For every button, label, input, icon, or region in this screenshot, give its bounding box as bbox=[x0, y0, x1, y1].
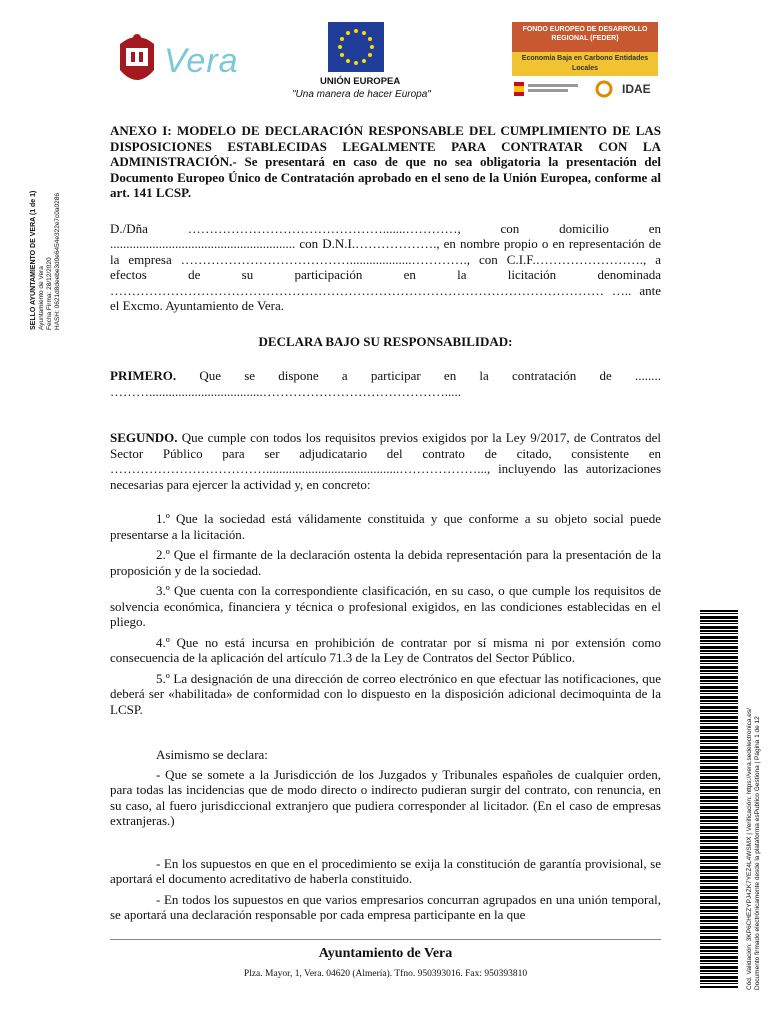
stamp-title: SELLO AYUNTAMIENTO DE VERA (1 de 1) bbox=[30, 190, 37, 330]
eu-flag-icon bbox=[328, 22, 384, 72]
primero-text: Que se dispone a participar en la contratación de ........ ………...................................……………………………………..... bbox=[110, 368, 661, 399]
asimismo-line: Asimismo se declara: bbox=[156, 747, 268, 762]
verification-line: Documento firmado electrónicamente desde la plataforma esPublico Gestiona | Página 1 de 12 bbox=[754, 716, 761, 990]
barcode-icon bbox=[700, 610, 738, 988]
segundo-text: Que cumple con todos los requisitos previos exigidos por la Ley 9/2017, de Contratos del Sector Público para ser adjudicatario del contrato de citado, consistente en ……………………………….........................................………………..., incluyendo las autorizaciones necesarias para ejercer la actividad y, en concreto: bbox=[110, 430, 661, 492]
list-item: 1.º Que la sociedad está válidamente constituida y que conforme a su objeto social puede presentarse a la licitación. bbox=[110, 511, 661, 542]
eu-slogan: "Una manera de hacer Europa" bbox=[292, 89, 431, 100]
list-item: 4.º Que no está incursa en prohibición de contratar por sí misma ni por extensión como consecuencia de la aplicación del artículo 71.3 de la Ley de Contratos del Sector Público. bbox=[110, 634, 661, 665]
verification-line: Cód. Validación: 3KP6CHEZYPJ4ZK7YEZ4L4WSMX | Verificación: https://vera.sedelectronica.es/ bbox=[746, 708, 753, 990]
idae-logo-text: IDAE bbox=[622, 82, 651, 96]
feder-program-label: Economía Baja en Carbono Entidades Locales bbox=[512, 52, 658, 76]
footer-divider bbox=[110, 939, 661, 940]
document-body bbox=[110, 123, 661, 923]
segundo-paragraph bbox=[110, 430, 661, 492]
footer-title: Ayuntamiento de Vera bbox=[318, 946, 453, 961]
stamp-line: Fecha Firma: 28/12/2020 bbox=[46, 257, 53, 330]
segundo-label: SEGUNDO. bbox=[110, 430, 178, 445]
stamp-line: Ayuntamiento de Vera bbox=[38, 266, 45, 330]
signature-stamp bbox=[30, 180, 62, 330]
vera-logo-text: Vera bbox=[164, 42, 239, 80]
verification-info bbox=[746, 610, 762, 990]
clause-paragraph: - Que se somete a la Jurisdicción de los Juzgados y Tribunales españoles de cualquier orden, para todas las incidencias que de modo directo o indirecto pudieran surgir del contrato, con renuncia, en su caso, al fuero jurisdiccional extranjero que pudiera corresponder al licitador. (En el caso de empresas extranjeras.) bbox=[110, 766, 661, 828]
list-item: 5.º La designación de una dirección de correo electrónico en que efectuar las notificaciones, que deberá ser «habilitada» de conformidad con lo dispuesto en la disposición adicional decimoquinta de la LCSP. bbox=[110, 670, 661, 717]
list-item: 3.º Que cuenta con la correspondiente clasificación, en su caso, o que cumple los requisitos de solvencia económica, financiera y técnica o profesional exigidos, en las condiciones establecidas en el pliego. bbox=[110, 583, 661, 629]
vera-coat-of-arms-icon bbox=[114, 30, 160, 90]
clause-paragraph: - En todos los supuestos en que varios empresarios concurran agrupados en una unión temporal, se aportará una declaración responsable por cada empresa participante en la que bbox=[110, 891, 661, 922]
list-item: 2.º Que el firmante de la declaración ostenta la debida representación para la presentación de la proposición y de la sociedad. bbox=[110, 547, 661, 578]
declaration-heading: DECLARA BAJO SU RESPONSABILIDAD: bbox=[258, 333, 513, 349]
document-title: ANEXO I: MODELO DE DECLARACIÓN RESPONSABLE DEL CUMPLIMIENTO DE LAS DISPOSICIONES ESTABLECIDAS LEGALMENTE PARA CONTRATAR CON LA ADMINISTRACIÓN.- Se presentará en caso de que no sea obligatoria la presentación del Documento Europeo Único de Contratación aprobado en el seno de la Unión Europea, conforme al art. 141 LCSP. bbox=[110, 123, 661, 200]
primero-paragraph bbox=[110, 368, 661, 399]
eu-label: UNIÓN EUROPEA bbox=[320, 76, 401, 87]
intro-paragraph: D./Dña ……………………………………….......…………, con domicilio en ......................................................... con D.N.I.………………., en nombre propio o en representación de la empresa …………………………………...................…………., con C.I.F.……………………., a efectos de su participación en la licitación denominada …………………………………………………………………………………………………… ….. ante el Excmo. Ayuntamiento de Vera. bbox=[110, 220, 661, 313]
primero-label: PRIMERO. bbox=[110, 368, 177, 383]
footer-address: Plza. Mayor, 1, Vera. 04620 (Almería). Tfno. 950393016. Fax: 950393810 bbox=[243, 969, 528, 979]
stamp-line: HASH: 0621d8deebe3d0e6454e322e7c0a0286 bbox=[54, 193, 61, 330]
feder-label: FONDO EUROPEO DE DESARROLLO REGIONAL (FEDER) bbox=[512, 22, 658, 70]
clause-paragraph: - En los supuestos en que en el procedimiento se exija la constitución de garantía provisional, se aportará el documento acreditativo de haberla constituido. bbox=[110, 855, 661, 886]
